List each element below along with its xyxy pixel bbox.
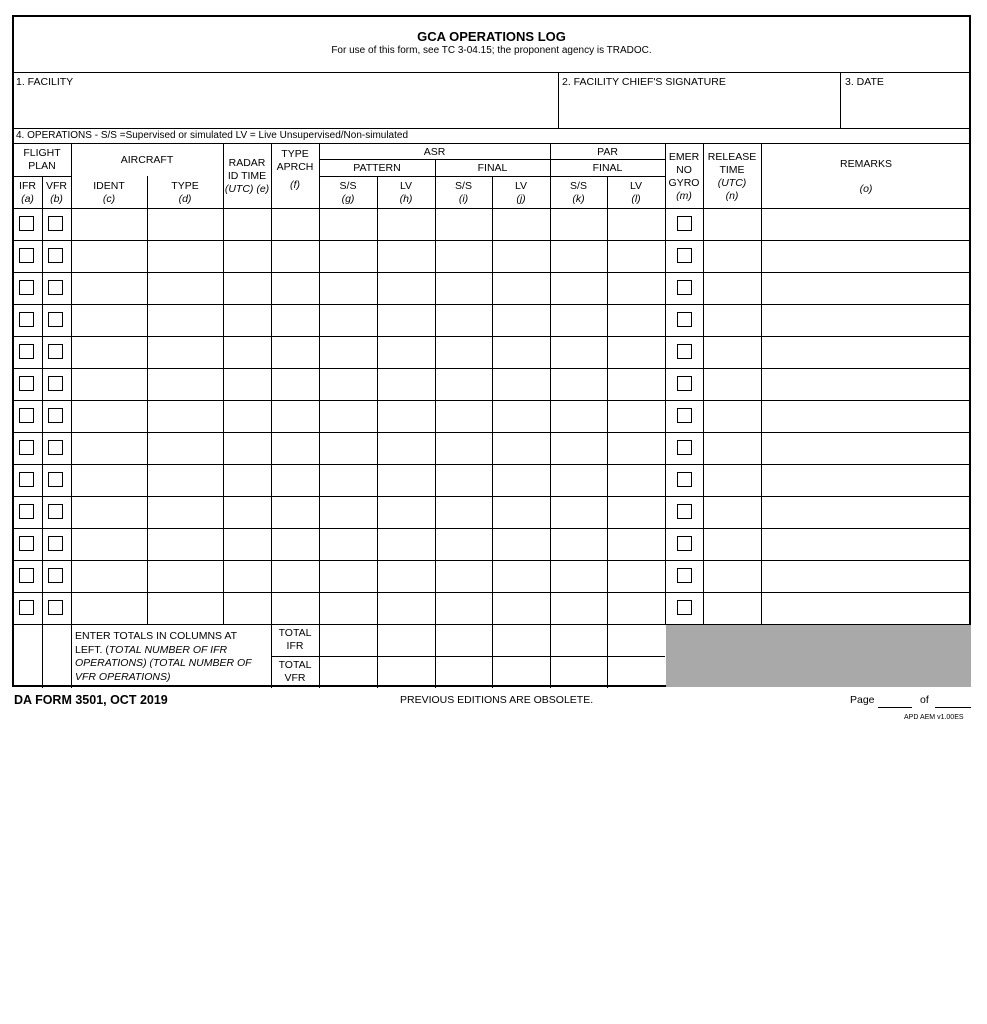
operations-label: 4. OPERATIONS - S/S =Supervised or simulated LV = Live Unsupervised/Non-simulated xyxy=(16,130,409,141)
asr-pattern-lv-header: LV (h) xyxy=(399,180,413,205)
form-subtitle: For use of this form, see TC 3-04.15; the proponent agency is TRADOC. xyxy=(331,45,652,56)
emer-no-gyro-checkbox[interactable] xyxy=(677,312,692,327)
column-divider xyxy=(42,176,43,688)
ifr-checkbox[interactable] xyxy=(19,280,34,295)
date-label: 3. DATE xyxy=(845,76,884,88)
vfr-checkbox[interactable] xyxy=(48,600,63,615)
ifr-checkbox[interactable] xyxy=(19,536,34,551)
page-of-label: of xyxy=(920,694,929,706)
ifr-checkbox[interactable] xyxy=(19,408,34,423)
form-number: DA FORM 3501, OCT 2019 xyxy=(14,693,168,707)
divider xyxy=(13,72,971,73)
asr-pattern-ss-header: S/S (g) xyxy=(339,180,357,205)
page-number-field[interactable] xyxy=(878,707,912,708)
total-vfr-label: TOTAL VFR xyxy=(278,659,312,684)
totals-instructions: ENTER TOTALS IN COLUMNS AT LEFT. (TOTAL NUMBER OF IFR OPERATIONS) (TOTAL NUMBER OF VFR OPERATIONS) xyxy=(75,630,252,683)
asr-final-header: FINAL xyxy=(477,162,508,174)
ifr-checkbox[interactable] xyxy=(19,344,34,359)
aircraft-type-header: TYPE (d) xyxy=(171,180,199,205)
release-time-header: RELEASE TIME (UTC) (n) xyxy=(707,151,757,202)
column-divider xyxy=(550,143,551,688)
column-divider xyxy=(607,176,608,688)
divider xyxy=(558,72,559,128)
vfr-checkbox[interactable] xyxy=(48,536,63,551)
divider xyxy=(13,143,971,144)
par-header: PAR xyxy=(597,146,618,158)
remarks-header: REMARKS xyxy=(840,158,892,170)
chief-signature-label: 2. FACILITY CHIEF'S SIGNATURE xyxy=(562,76,726,88)
column-divider xyxy=(435,159,436,688)
page-total-field[interactable] xyxy=(935,707,971,708)
shaded-area xyxy=(666,625,971,687)
column-divider xyxy=(377,176,378,688)
ifr-checkbox[interactable] xyxy=(19,248,34,263)
emer-no-gyro-checkbox[interactable] xyxy=(677,504,692,519)
remarks-letter: (o) xyxy=(859,183,873,195)
type-approach-header: TYPE APRCH (f) xyxy=(276,148,314,191)
vfr-checkbox[interactable] xyxy=(48,216,63,231)
column-divider xyxy=(761,143,762,624)
asr-pattern-header: PATTERN xyxy=(353,162,401,174)
vfr-checkbox[interactable] xyxy=(48,280,63,295)
column-divider xyxy=(147,176,148,624)
ident-header: IDENT (c) xyxy=(93,180,125,205)
emer-no-gyro-checkbox[interactable] xyxy=(677,248,692,263)
facility-label: 1. FACILITY xyxy=(16,76,74,88)
ifr-header: IFR (a) xyxy=(19,180,36,205)
vfr-checkbox[interactable] xyxy=(48,344,63,359)
ifr-checkbox[interactable] xyxy=(19,472,34,487)
divider xyxy=(840,72,841,128)
divider xyxy=(13,128,971,129)
column-divider xyxy=(492,176,493,688)
emer-no-gyro-checkbox[interactable] xyxy=(677,408,692,423)
column-divider xyxy=(271,143,272,688)
form-title: GCA OPERATIONS LOG xyxy=(417,29,566,44)
vfr-checkbox[interactable] xyxy=(48,408,63,423)
vfr-header: VFR (b) xyxy=(46,180,67,205)
emer-no-gyro-checkbox[interactable] xyxy=(677,440,692,455)
asr-header: ASR xyxy=(423,146,446,158)
vfr-checkbox[interactable] xyxy=(48,312,63,327)
emer-no-gyro-checkbox[interactable] xyxy=(677,216,692,231)
emer-no-gyro-checkbox[interactable] xyxy=(677,536,692,551)
par-final-lv-header: LV (l) xyxy=(629,180,643,205)
ifr-checkbox[interactable] xyxy=(19,568,34,583)
column-divider xyxy=(703,143,704,624)
column-divider xyxy=(665,143,666,624)
vfr-checkbox[interactable] xyxy=(48,248,63,263)
emer-no-gyro-checkbox[interactable] xyxy=(677,600,692,615)
obsolete-notice: PREVIOUS EDITIONS ARE OBSOLETE. xyxy=(400,694,594,706)
ifr-checkbox[interactable] xyxy=(19,216,34,231)
column-divider xyxy=(71,143,72,688)
asr-final-ss-header: S/S (i) xyxy=(455,180,472,205)
divider xyxy=(319,159,665,160)
column-divider xyxy=(223,143,224,624)
ifr-checkbox[interactable] xyxy=(19,600,34,615)
emer-no-gyro-checkbox[interactable] xyxy=(677,280,692,295)
radar-id-time-header: RADAR ID TIME (UTC) (e) xyxy=(224,157,270,195)
column-divider xyxy=(319,143,320,688)
par-final-header: FINAL xyxy=(592,162,623,174)
emer-no-gyro-checkbox[interactable] xyxy=(677,472,692,487)
emer-no-gyro-checkbox[interactable] xyxy=(677,568,692,583)
page-label: Page xyxy=(850,694,875,706)
ifr-checkbox[interactable] xyxy=(19,504,34,519)
ifr-checkbox[interactable] xyxy=(19,440,34,455)
ifr-checkbox[interactable] xyxy=(19,312,34,327)
emer-no-gyro-checkbox[interactable] xyxy=(677,344,692,359)
version-label: APD AEM v1.00ES xyxy=(904,714,964,721)
aircraft-header: AIRCRAFT xyxy=(120,154,174,166)
emer-no-gyro-header: EMER NO GYRO (m) xyxy=(668,151,700,202)
asr-final-lv-header: LV (j) xyxy=(514,180,528,205)
ifr-checkbox[interactable] xyxy=(19,376,34,391)
vfr-checkbox[interactable] xyxy=(48,568,63,583)
vfr-checkbox[interactable] xyxy=(48,504,63,519)
vfr-checkbox[interactable] xyxy=(48,472,63,487)
vfr-checkbox[interactable] xyxy=(48,376,63,391)
vfr-checkbox[interactable] xyxy=(48,440,63,455)
divider xyxy=(271,656,665,657)
flight-plan-header: FLIGHT PLAN xyxy=(23,147,61,172)
total-ifr-label: TOTAL IFR xyxy=(278,627,312,652)
emer-no-gyro-checkbox[interactable] xyxy=(677,376,692,391)
par-final-ss-header: S/S (k) xyxy=(570,180,587,205)
